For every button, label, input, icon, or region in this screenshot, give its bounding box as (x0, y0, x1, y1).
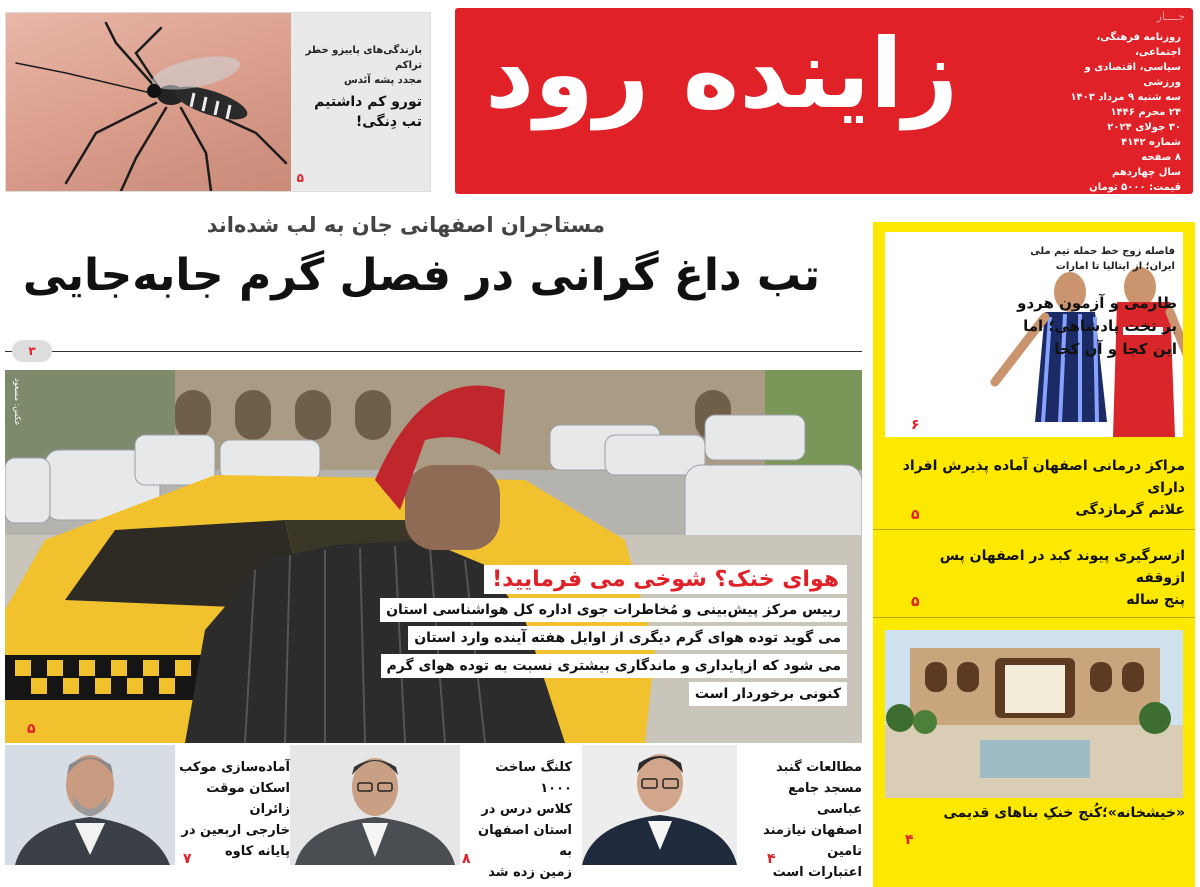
title-line: طارمی و آزمون هردو (1017, 294, 1177, 312)
page-number: ۵ (296, 171, 304, 185)
title-line: بر تخت پادشاهی؛ اما (1023, 317, 1177, 335)
divider (873, 529, 1195, 530)
story-line: آماده‌سازی موکب (179, 760, 290, 775)
story-line: ازسرگیری پیوند کبد در اصفهان پس ازوقفه (939, 548, 1185, 586)
headline-kicker: مستاجران اصفهانی جان به لب شده‌اند (206, 213, 605, 237)
info-line: قیمت: ۵۰۰۰ تومان (1089, 182, 1181, 193)
photo-credit: عکس: مسعود (13, 378, 22, 426)
story-line: خارجی اربعین در (181, 823, 290, 838)
page-number: ۵ (27, 721, 36, 737)
portrait (5, 745, 175, 865)
newspaper-logo: زاینده رود (485, 18, 959, 130)
mosquito-title: تورو کم داشتیم (314, 94, 422, 110)
story-line: پایانه کاوه (224, 844, 290, 859)
info-line: روزنامه فرهنگی، اجتماعی، (1096, 32, 1181, 58)
title-line: این کجا و آن کجا (1054, 340, 1177, 358)
story-line: زمین زده شد (488, 865, 572, 880)
masthead (455, 8, 1193, 194)
soccer-story[interactable] (885, 232, 1183, 437)
info-line: ۲۴ محرم ۱۴۴۶ (1110, 107, 1181, 118)
mosquito-title: تب دِنگی! (355, 114, 422, 130)
page-number: ۴ (905, 832, 914, 848)
story-card[interactable] (582, 745, 862, 880)
person-photo (290, 745, 460, 865)
page-number: ۸ (462, 851, 471, 867)
main-story-line: کنونی برخوردار است (689, 682, 847, 706)
khishkhaneh-photo[interactable] (885, 630, 1183, 798)
main-story-title: هوای خنک؟ شوخی می فرمایید! (484, 565, 847, 594)
info-line: ۳۰ جولای ۲۰۲۴ (1107, 122, 1181, 133)
mosquito-icon (6, 13, 291, 192)
story-line: اعتبارات است (772, 865, 862, 880)
page-number: ۳ (12, 340, 52, 362)
story-text (175, 757, 290, 862)
story-heatstroke[interactable] (895, 455, 1185, 521)
story-line: علائم گرمازدگی (1075, 502, 1185, 518)
story-line: کلاس درس در (481, 802, 572, 817)
main-photo[interactable] (5, 370, 862, 743)
story-line: مطالعات گنبد (776, 760, 862, 775)
info-line: شماره ۴۱۴۲ (1121, 137, 1181, 148)
story-line: پنج ساله (1126, 592, 1185, 608)
portrait (290, 745, 460, 865)
story-line: کلنگ ساخت ۱۰۰۰ (495, 760, 572, 796)
info-line: ۸ صفحه (1141, 152, 1181, 163)
publication-info (1061, 30, 1181, 194)
mosquito-kicker: بارندگی‌های پاییزو خطر تراکم (305, 45, 422, 71)
story-line: استان اصفهان به (478, 823, 572, 859)
person-photo (5, 745, 175, 865)
main-story-line: می گوید توده هوای گرم دیگری از اوایل هفته آینده وارد استان (408, 626, 847, 650)
kicker-line: فاصله زوج خط حمله تیم ملی (1030, 246, 1175, 257)
divider (873, 617, 1195, 618)
mosquito-teaser[interactable] (5, 12, 431, 192)
historic-house (885, 630, 1183, 798)
story-line: اسکان موقت زائران (206, 781, 290, 817)
story-text (462, 757, 572, 883)
page-number: ۶ (911, 417, 920, 433)
page-number: ۷ (183, 851, 192, 867)
person-photo (582, 745, 737, 865)
page-number: ۵ (911, 594, 920, 610)
right-column (873, 222, 1195, 887)
main-story-line: رییس مرکز پیش‌بینی و مُخاطرات جوی اداره کل هواشناسی استان (380, 598, 847, 622)
soccer-kicker (1025, 244, 1175, 274)
main-story-line: می شود که ازپایداری و ماندگاری بیشتری نسبت به توده هوای گرم (381, 654, 847, 678)
story-text (742, 757, 862, 883)
info-line: سه شنبه ۹ مرداد ۱۴۰۳ (1070, 92, 1181, 103)
info-line: سیاسی، اقتصادی و ورزشی (1084, 62, 1181, 88)
mosquito-kicker: مجدد پشه آئدس (343, 75, 422, 86)
story-line: مراکز درمانی اصفهان آماده پذیرش افراد دارای (902, 458, 1185, 496)
soccer-title (1017, 292, 1177, 361)
page-number: ۴ (767, 851, 776, 867)
story-liver-transplant[interactable] (895, 545, 1185, 611)
main-story-box[interactable] (386, 565, 847, 706)
story-card[interactable] (290, 745, 580, 880)
story-line: اصفهان نیازمند تامین (763, 823, 862, 859)
story-line: مسجد جامع عباسی (788, 781, 862, 817)
story-card[interactable] (5, 745, 290, 865)
mosquito-image (6, 13, 291, 192)
portrait (582, 745, 737, 865)
info-line: سال چهاردهم (1112, 167, 1181, 178)
kicker-line: ایران؛ از ایتالیا تا امارات (1055, 261, 1175, 272)
khishkhaneh-title[interactable]: «خیشخانه»؛کُنج خنکِ بناهای قدیمی (943, 805, 1185, 821)
mosquito-text (292, 43, 422, 132)
main-headline[interactable]: تب داغ گرانی در فصل گرم جابه‌جایی (22, 250, 820, 301)
divider (5, 351, 862, 352)
page-number: ۵ (911, 507, 920, 523)
watermark: جــــار (1156, 10, 1185, 23)
